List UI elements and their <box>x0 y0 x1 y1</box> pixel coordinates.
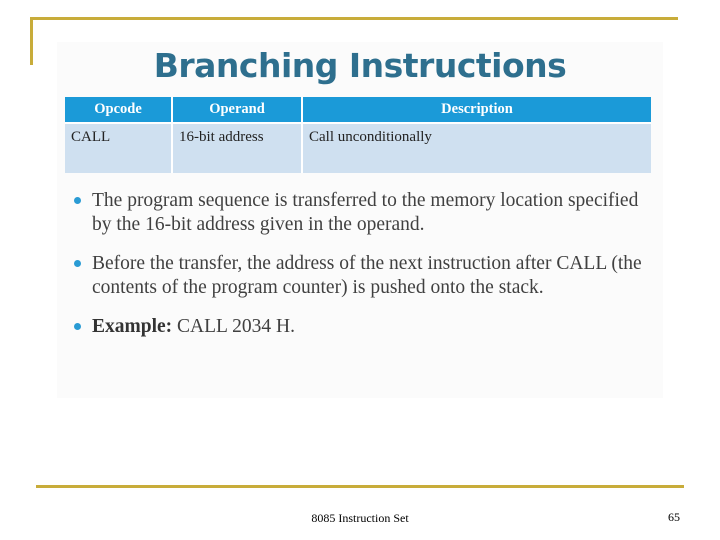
bullet-text: The program sequence is transferred to the memory location specified by the 16-bit address given in the operand. <box>92 190 639 235</box>
instruction-table <box>65 97 651 173</box>
example-label: Example: <box>92 316 173 337</box>
bullet-dot-icon <box>74 323 81 330</box>
header-description: Description <box>302 97 651 123</box>
page-number: 65 <box>668 510 680 524</box>
table-header-row <box>65 97 651 123</box>
bullet-dot-icon <box>74 260 81 267</box>
frame-bottom-rule <box>36 485 684 488</box>
example-text: CALL 2034 H. <box>172 316 295 337</box>
bullet-dot-icon <box>74 197 81 204</box>
frame-top-rule <box>30 17 678 20</box>
cell-description: Call unconditionally <box>302 123 651 173</box>
list-item <box>71 252 656 299</box>
frame-left-rule <box>30 17 33 65</box>
list-item <box>71 315 656 339</box>
bullet-text: Before the transfer, the address of the next instruction after CALL (the contents of the program counter) is pushed onto the stack. <box>92 253 642 298</box>
footer-title: 8085 Instruction Set <box>311 511 409 525</box>
table-row <box>65 123 651 173</box>
list-item <box>71 189 656 236</box>
header-operand: Operand <box>172 97 302 123</box>
cell-operand: 16-bit address <box>172 123 302 173</box>
header-opcode: Opcode <box>65 97 172 123</box>
slide-content <box>57 42 663 398</box>
bullet-list <box>71 189 656 355</box>
slide-title: Branching Instructions <box>153 46 567 85</box>
cell-opcode: CALL <box>65 123 172 173</box>
